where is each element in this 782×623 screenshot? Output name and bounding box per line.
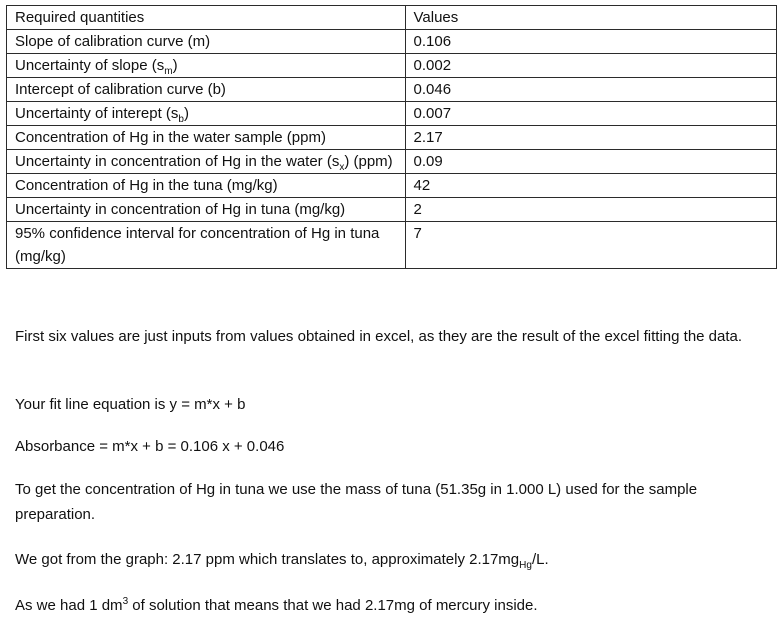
row-value: 0.09 — [405, 150, 776, 174]
table-row — [7, 30, 777, 54]
table-row — [7, 198, 777, 222]
row-value: 0.106 — [405, 30, 776, 54]
paragraph-absorbance-equation: Absorbance = m*x + b = 0.106 x + 0.046 — [15, 438, 285, 455]
row-value: 0.002 — [405, 54, 776, 78]
row-quantity: Slope of calibration curve (m) — [7, 30, 406, 54]
table-row — [7, 174, 777, 198]
row-quantity: Concentration of Hg in the water sample (ppm) — [7, 126, 406, 150]
table-row — [7, 78, 777, 102]
row-quantity: Uncertainty in concentration of Hg in the water $(s_x)$ (ppm) — [7, 150, 406, 174]
row-value: 0.046 — [405, 78, 776, 102]
row-value: 0.007 — [405, 102, 776, 126]
row-quantity: Intercept of calibration curve (b) — [7, 78, 406, 102]
header-quantity: Required quantities — [7, 6, 406, 30]
paragraph-graph-result: We got from the graph: 2.17 ppm which translates to, approximately $2.17mg_{Hg}/L$. — [15, 551, 549, 571]
row-quantity: Uncertainty of interept $(s_b)$ — [7, 102, 406, 126]
header-value: Values — [405, 6, 776, 30]
table-row — [7, 102, 777, 126]
row-value: 2 — [405, 198, 776, 222]
table-row — [7, 222, 777, 269]
table-row — [7, 126, 777, 150]
paragraph-fit-equation: Your fit line equation is y = m*x + b — [15, 396, 246, 413]
table-header-row — [7, 6, 777, 30]
row-quantity: Concentration of Hg in the tuna (mg/kg) — [7, 174, 406, 198]
table-row — [7, 54, 777, 78]
row-quantity: 95% confidence interval for concentration of Hg in tuna (mg/kg) — [7, 222, 406, 269]
row-value: 7 — [405, 222, 776, 269]
paragraph-mercury-amount: As we had 1 $dm^3$ of solution that means that we had 2.17mg of mercury inside. — [15, 596, 538, 614]
paragraph-inputs-note: First six values are just inputs from values obtained in excel, as they are the result of the excel fitting the data. — [15, 328, 743, 345]
table-row — [7, 150, 777, 174]
row-value: 42 — [405, 174, 776, 198]
paragraph-tuna-mass: To get the concentration of Hg in tuna we use the mass of tuna (51.35g in 1.000 L) used for the sample preparation. — [15, 481, 698, 523]
row-quantity: Uncertainty in concentration of Hg in tuna (mg/kg) — [7, 198, 406, 222]
row-quantity: Uncertainty of slope $(s_m)$ — [7, 54, 406, 78]
quantities-table — [6, 5, 777, 269]
row-value: 2.17 — [405, 126, 776, 150]
